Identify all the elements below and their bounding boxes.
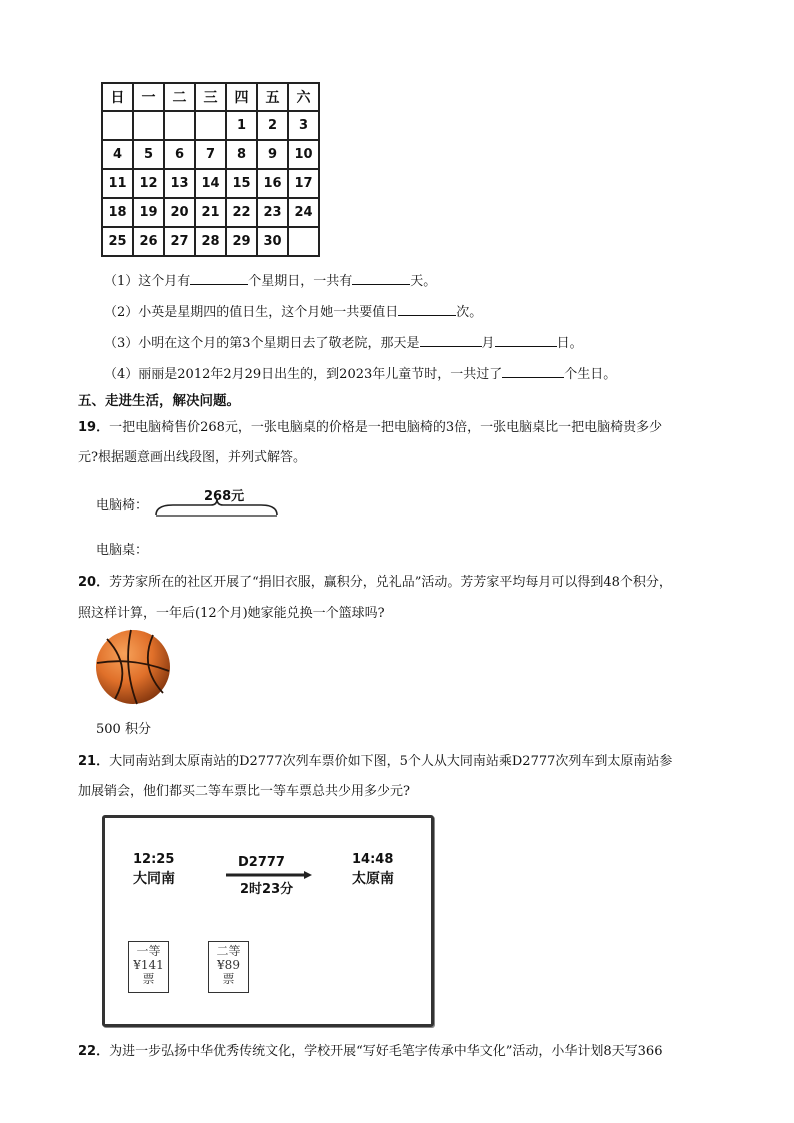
q22-number: 22． bbox=[78, 1044, 110, 1059]
ticket-price: ¥89 bbox=[217, 958, 240, 972]
first-class-ticket bbox=[128, 941, 169, 993]
weekday-header: 四 bbox=[226, 83, 257, 111]
duration: 2时23分 bbox=[240, 882, 294, 897]
ticket-price: ¥141 bbox=[133, 958, 164, 972]
calendar-day-cell: 24 bbox=[288, 198, 319, 227]
brace-icon bbox=[156, 499, 277, 515]
calendar-day-cell: 23 bbox=[257, 198, 288, 227]
calendar-day-cell: 1 bbox=[226, 111, 257, 140]
calendar-day-cell bbox=[102, 111, 133, 140]
weekday-header: 三 bbox=[195, 83, 226, 111]
q22-text-1: 为进一步弘扬中华优秀传统文化，学校开展“写好毛笔字传承中华文化”活动，小华计划8天写366 bbox=[109, 1044, 663, 1059]
second-class-ticket bbox=[208, 941, 249, 993]
q21-number: 21． bbox=[78, 754, 110, 769]
weekday-header: 日 bbox=[102, 83, 133, 111]
ball-caption: 500 积分 bbox=[96, 722, 151, 737]
q20-text-1: 芳芳家所在的社区开展了“捐旧衣服，赢积分，兑礼品”活动。芳芳家平均每月可以得到48个积分， bbox=[109, 575, 672, 590]
arrive-time: 14:48 bbox=[352, 852, 394, 867]
calendar-day-cell bbox=[164, 111, 195, 140]
q20-number: 20． bbox=[78, 575, 110, 590]
calendar-day-cell: 28 bbox=[195, 227, 226, 256]
ticket-unit: 票 bbox=[222, 972, 235, 986]
ticket-class: 二等 bbox=[216, 944, 241, 958]
q1-text-c: 天。 bbox=[410, 274, 437, 289]
calendar-day-cell: 5 bbox=[133, 140, 164, 169]
ticket-class: 一等 bbox=[136, 944, 161, 958]
calendar-day-cell: 16 bbox=[257, 169, 288, 198]
q2-text-b: 次。 bbox=[456, 305, 483, 320]
calendar-week-row bbox=[102, 140, 319, 169]
q4-text-a: （4）丽丽是2012年2月29日出生的，到2023年儿童节时，一共过了 bbox=[104, 367, 503, 382]
calendar-day-cell: 10 bbox=[288, 140, 319, 169]
q19-text-1: 一把电脑椅售价268元，一张电脑桌的价格是一把电脑椅的3倍，一张电脑桌比一把电脑椅贵多少 bbox=[109, 420, 663, 435]
q4-text-b: 个生日。 bbox=[564, 367, 617, 382]
q19-line-2: 元?根据题意画出线段图，并列式解答。 bbox=[78, 450, 306, 465]
calendar-day-cell: 29 bbox=[226, 227, 257, 256]
question-3 bbox=[104, 332, 583, 351]
calendar-table bbox=[101, 82, 320, 257]
calendar-day-cell: 7 bbox=[195, 140, 226, 169]
q1-text-b: 个星期日，一共有 bbox=[248, 274, 353, 289]
q21-line-1 bbox=[78, 750, 672, 769]
answer-blank[interactable] bbox=[502, 363, 564, 378]
calendar-day-cell: 17 bbox=[288, 169, 319, 198]
calendar-day-cell: 11 bbox=[102, 169, 133, 198]
desk-label: 电脑桌： bbox=[96, 543, 149, 558]
q19-number: 19． bbox=[78, 420, 110, 435]
answer-blank[interactable] bbox=[352, 270, 410, 285]
answer-blank[interactable] bbox=[398, 301, 456, 316]
calendar-day-cell: 12 bbox=[133, 169, 164, 198]
q1-text-a: （1）这个月有 bbox=[104, 274, 191, 289]
calendar-day-cell: 3 bbox=[288, 111, 319, 140]
calendar-day-cell bbox=[288, 227, 319, 256]
q22-line-1 bbox=[78, 1040, 662, 1059]
calendar-day-cell: 30 bbox=[257, 227, 288, 256]
q2-text-a: （2）小英是星期四的值日生，这个月她一共要值日 bbox=[104, 305, 399, 320]
q20-line-1 bbox=[78, 571, 672, 590]
chair-value: 268元 bbox=[204, 489, 245, 504]
calendar-day-cell: 13 bbox=[164, 169, 195, 198]
calendar-day-cell: 2 bbox=[257, 111, 288, 140]
calendar-day-cell: 9 bbox=[257, 140, 288, 169]
calendar-header-row bbox=[102, 83, 319, 111]
question-4 bbox=[104, 363, 616, 382]
basketball-icon bbox=[93, 627, 173, 707]
weekday-header: 二 bbox=[164, 83, 195, 111]
weekday-header: 五 bbox=[257, 83, 288, 111]
depart-station: 大同南 bbox=[133, 871, 175, 887]
calendar-day-cell: 27 bbox=[164, 227, 195, 256]
calendar-day-cell: 6 bbox=[164, 140, 195, 169]
answer-blank[interactable] bbox=[420, 332, 482, 347]
calendar-day-cell: 22 bbox=[226, 198, 257, 227]
q3-text-b: 月 bbox=[481, 336, 495, 351]
calendar-day-cell bbox=[133, 111, 164, 140]
q21-text-1: 大同南站到太原南站的D2777次列车票价如下图，5个人从大同南站乘D2777次列车到太原南站参 bbox=[109, 754, 673, 769]
question-1 bbox=[104, 270, 436, 289]
q20-line-2: 照这样计算，一年后(12个月)她家能兑换一个篮球吗? bbox=[78, 606, 385, 621]
answer-blank[interactable] bbox=[495, 332, 557, 347]
q3-text-c: 日。 bbox=[556, 336, 583, 351]
calendar-day-cell: 4 bbox=[102, 140, 133, 169]
calendar-day-cell: 15 bbox=[226, 169, 257, 198]
calendar-day-cell: 18 bbox=[102, 198, 133, 227]
calendar-day-cell: 20 bbox=[164, 198, 195, 227]
chair-segment bbox=[153, 497, 281, 521]
calendar-day-cell bbox=[195, 111, 226, 140]
q21-line-2: 加展销会，他们都买二等车票比一等车票总共少用多少元? bbox=[78, 784, 410, 799]
calendar-day-cell: 19 bbox=[133, 198, 164, 227]
calendar-day-cell: 25 bbox=[102, 227, 133, 256]
question-2 bbox=[104, 301, 482, 320]
answer-blank[interactable] bbox=[190, 270, 248, 285]
chair-label: 电脑椅： bbox=[96, 498, 149, 513]
arrive-station: 太原南 bbox=[352, 871, 394, 887]
ticket-unit: 票 bbox=[142, 972, 155, 986]
calendar-day-cell: 8 bbox=[226, 140, 257, 169]
q19-line-1 bbox=[78, 416, 662, 435]
weekday-header: 六 bbox=[288, 83, 319, 111]
ticket-info-frame bbox=[102, 815, 434, 1027]
weekday-header: 一 bbox=[133, 83, 164, 111]
train-number: D2777 bbox=[238, 855, 285, 870]
calendar-day-cell: 21 bbox=[195, 198, 226, 227]
calendar-week-row bbox=[102, 198, 319, 227]
depart-time: 12:25 bbox=[133, 852, 175, 867]
calendar-week-row bbox=[102, 227, 319, 256]
calendar-week-row bbox=[102, 111, 319, 140]
section-title: 五、走进生活，解决问题。 bbox=[78, 393, 240, 409]
q3-text-a: （3）小明在这个月的第3个星期日去了敬老院，那天是 bbox=[104, 336, 420, 351]
calendar-day-cell: 14 bbox=[195, 169, 226, 198]
calendar-day-cell: 26 bbox=[133, 227, 164, 256]
calendar-week-row bbox=[102, 169, 319, 198]
